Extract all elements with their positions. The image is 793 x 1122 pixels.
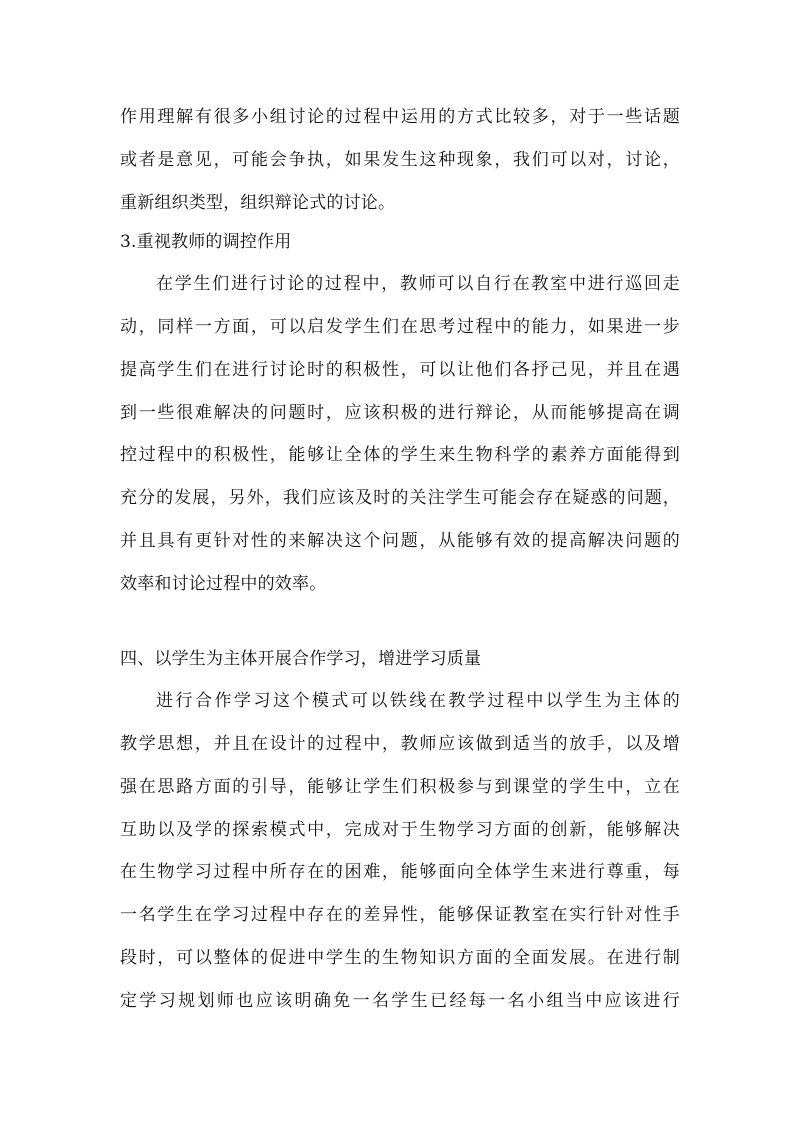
- paragraph-2-line: 在学生们进行讨论的过程中，教师可以自行在教室中进行巡回走: [156, 274, 680, 294]
- subheading-3: 3.重视教师的调控作用: [120, 232, 292, 252]
- paragraph-1-line: 作用理解有很多小组讨论的过程中运用的方式比较多，对于一些话题: [120, 107, 680, 127]
- paragraph-3-line: 教学思想，并且在设计的过程中，教师应该做到适当的放手，以及增: [120, 734, 680, 754]
- paragraph-3-line: 定学习规划师也应该明确免一名学生已经每一名小组当中应该进行: [120, 991, 680, 1011]
- paragraph-2-line: 动，同样一方面，可以启发学生们在思考过程中的能力，如果进一步: [120, 317, 680, 337]
- paragraph-1-line: 重新组织类型，组织辩论式的讨论。: [120, 193, 396, 213]
- paragraph-2-line: 提高学生们在进行讨论时的积极性，可以让他们各抒己见，并且在遇: [120, 360, 680, 380]
- paragraph-3-line: 强在思路方面的引导，能够让学生们积极参与到课堂的学生中，立在: [120, 777, 680, 797]
- paragraph-2-line: 控过程中的积极性，能够让全体的学生来生物科学的素养方面能得到: [120, 445, 680, 465]
- paragraph-1-line: 或者是意见，可能会争执，如果发生这种现象，我们可以对，讨论，: [120, 150, 680, 170]
- paragraph-3-line: 一名学生在学习过程中存在的差异性，能够保证教室在实行针对性手: [120, 905, 680, 925]
- paragraph-2-line: 到一些很难解决的问题时，应该积极的进行辩论，从而能够提高在调: [120, 403, 680, 423]
- paragraph-3-line: 段时，可以整体的促进中学生的生物知识方面的全面发展。在进行制: [120, 948, 680, 968]
- paragraph-3-line: 互助以及学的探索模式中，完成对于生物学习方面的创新，能够解决: [120, 820, 680, 840]
- paragraph-2-line: 效率和讨论过程中的效率。: [120, 574, 327, 594]
- paragraph-2-line: 充分的发展，另外，我们应该及时的关注学生可能会存在疑惑的问题，: [120, 488, 680, 508]
- paragraph-2-line: 并且具有更针对性的来解决这个问题，从能够有效的提高解决问题的: [120, 531, 680, 551]
- section-4-heading: 四、以学生为主体开展合作学习，增进学习质量: [120, 649, 482, 669]
- paragraph-3-line: 进行合作学习这个模式可以铁线在教学过程中以学生为主体的: [156, 691, 680, 711]
- paragraph-3-line: 在生物学习过程中所存在的困难，能够面向全体学生来进行尊重，每: [120, 862, 680, 882]
